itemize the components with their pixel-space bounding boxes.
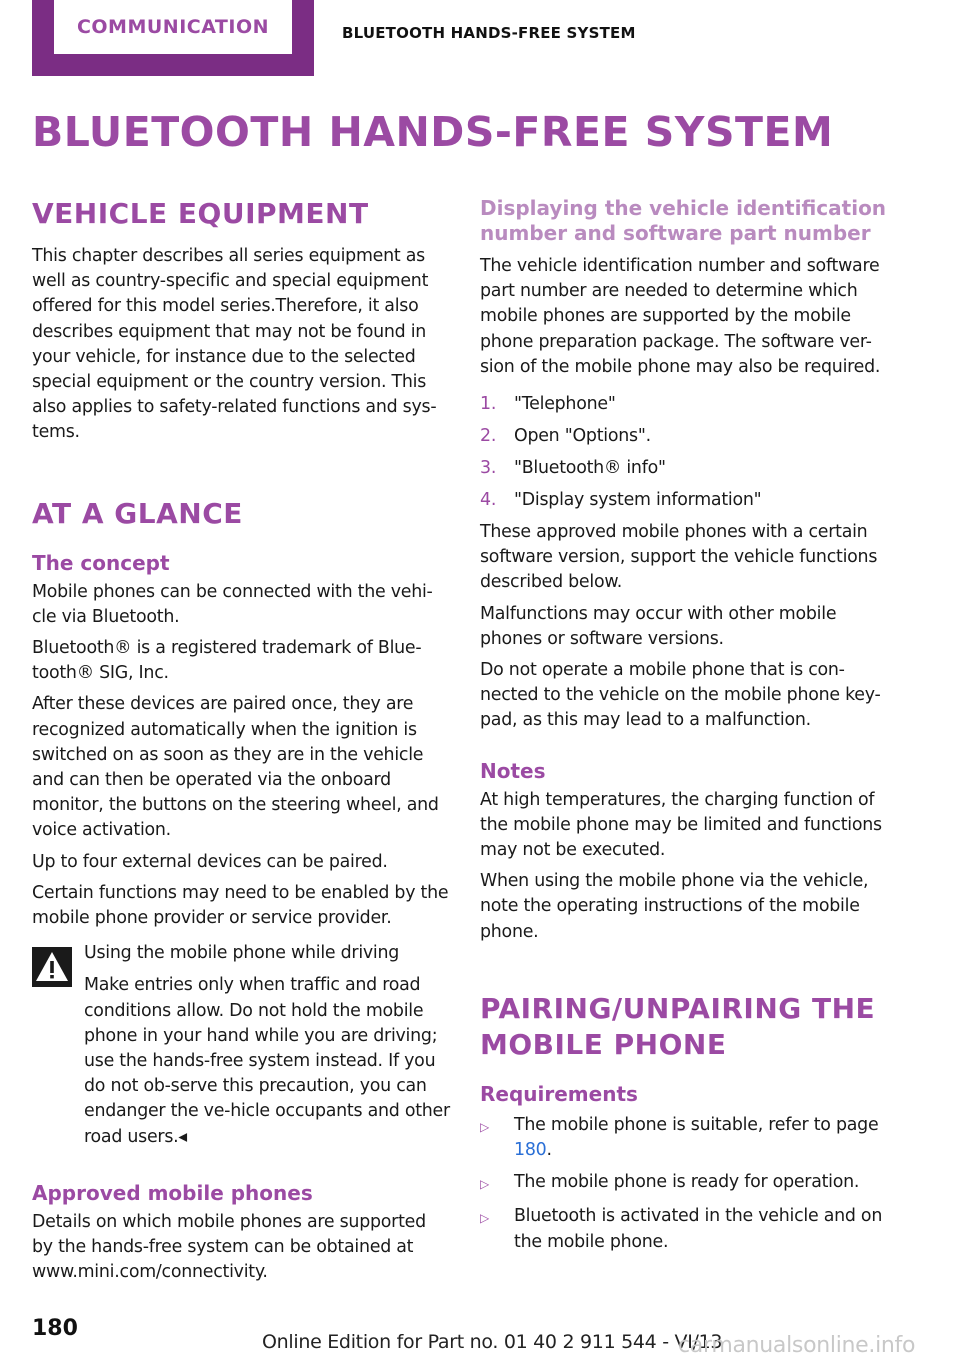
concept-heading: The concept bbox=[32, 550, 170, 575]
display-vin-body: The vehicle identification number and software part number are needed to determine which mobile phones are supported by the mobile phone preparation package. The software ver-sion of the mobile phone may also be required. bbox=[480, 256, 881, 377]
warning-title: Using the mobile phone while driving bbox=[84, 943, 400, 964]
list-item bbox=[480, 392, 900, 417]
concept-paragraph-2: Bluetooth® is a registered trademark of Blue-tooth® SIG, Inc. bbox=[32, 638, 422, 684]
step-text: "Display system information" bbox=[514, 490, 762, 511]
step-text: Open "Options". bbox=[514, 426, 651, 447]
vehicle-equipment-heading: VEHICLE EQUIPMENT bbox=[32, 197, 369, 230]
requirement-text-end: . bbox=[546, 1140, 552, 1161]
warning-triangle-icon bbox=[32, 947, 72, 987]
display-vin-heading: Displaying the vehicle identification number and software part number bbox=[480, 196, 887, 245]
concept-paragraph-5: Certain functions may need to be enabled by the mobile phone provider or service provider. bbox=[32, 882, 449, 929]
warning-body: Make entries only when traffic and road conditions allow. Do not hold the mobile phone in your hand while you are driving; use the hands-free system instead. If you do not ob-serve this precaution, you can endanger the ve-hicle occupants and other road users.◂ bbox=[84, 975, 450, 1147]
notes-paragraph-2: When using the mobile phone via the vehicle, note the operating instructions of the mobile phone. bbox=[480, 871, 869, 942]
requirements-heading: Requirements bbox=[480, 1081, 638, 1106]
left-column bbox=[32, 196, 450, 1286]
approved-phones-heading: Approved mobile phones bbox=[32, 1180, 313, 1205]
concept-paragraph-4: Up to four external devices can be paired. bbox=[32, 851, 388, 872]
watermark: carmanualsonline.info bbox=[678, 1333, 916, 1358]
list-item bbox=[480, 1170, 900, 1197]
list-item bbox=[480, 1113, 900, 1163]
concept-paragraph-3: After these devices are paired once, they are recognized automatically when the ignition is switched on as soon as they are in the vehicle and can then be operated via the onboard monitor, the buttons on the steering wheel, and voice activation. bbox=[32, 694, 439, 841]
warning-box bbox=[32, 941, 450, 1150]
list-item bbox=[480, 456, 900, 481]
triangle-bullet-icon: ▷ bbox=[480, 1211, 489, 1226]
online-edition-note: Online Edition for Part no. 01 40 2 911 544 - VI/13 bbox=[262, 1331, 723, 1353]
notes-heading: Notes bbox=[480, 758, 546, 783]
requirement-text: The mobile phone is ready for operation. bbox=[514, 1172, 860, 1193]
page-title: BLUETOOTH HANDS-FREE SYSTEM bbox=[32, 108, 834, 156]
approved-versions-paragraph: These approved mobile phones with a certain software version, support the vehicle functions described below. bbox=[480, 522, 878, 593]
requirement-text bbox=[514, 1113, 900, 1163]
malfunctions-paragraph: Malfunctions may occur with other mobile phones or software versions. bbox=[480, 603, 837, 649]
step-text: "Bluetooth® info" bbox=[514, 458, 666, 479]
list-item bbox=[480, 488, 900, 513]
page-reference-link[interactable]: 180 bbox=[514, 1140, 547, 1161]
list-item bbox=[480, 1204, 900, 1254]
steps-list bbox=[480, 392, 900, 513]
concept-paragraph-1: Mobile phones can be connected with the vehi-cle via Bluetooth. bbox=[32, 581, 433, 627]
pairing-heading: PAIRING/UNPAIRING THE MOBILE PHONE bbox=[480, 991, 876, 1061]
step-number: 2. bbox=[480, 426, 497, 447]
notes-paragraph-1: At high temperatures, the charging function of the mobile phone may be limited and functions may not be executed. bbox=[480, 789, 882, 861]
vehicle-equipment-body: This chapter describes all series equipment as well as country-specific and special equipment offered for this model series.Therefore, it also describes equipment that may not be found in your vehicle, for instance due to the selected special equipment or the country version. This also applies to safety-related functions and sys-tems. bbox=[32, 246, 437, 443]
requirements-list bbox=[480, 1113, 900, 1255]
keypad-paragraph: Do not operate a mobile phone that is con-nected to the vehicle on the mobile phone key-pad, as this may lead to a malfunction. bbox=[480, 660, 881, 731]
at-a-glance-heading: AT A GLANCE bbox=[32, 496, 243, 530]
step-text: "Telephone" bbox=[514, 394, 616, 415]
requirement-text-part: The mobile phone is suitable, refer to page bbox=[514, 1114, 879, 1135]
approved-phones-body: Details on which mobile phones are supported by the hands-free system can be obtained at www.mini.com/connectivity. bbox=[32, 1211, 426, 1283]
step-number: 1. bbox=[480, 394, 497, 415]
right-column bbox=[480, 196, 900, 1262]
requirement-text: Bluetooth is activated in the vehicle and on the mobile phone. bbox=[514, 1206, 883, 1252]
running-header: BLUETOOTH HANDS-FREE SYSTEM bbox=[342, 24, 636, 42]
step-number: 4. bbox=[480, 490, 497, 511]
chapter-tab bbox=[32, 0, 314, 76]
chapter-tab-label: COMMUNICATION bbox=[54, 0, 292, 54]
triangle-bullet-icon: ▷ bbox=[480, 1119, 489, 1134]
page-number: 180 bbox=[32, 1316, 78, 1341]
step-number: 3. bbox=[480, 458, 497, 479]
list-item bbox=[480, 424, 900, 449]
triangle-bullet-icon: ▷ bbox=[480, 1177, 489, 1192]
